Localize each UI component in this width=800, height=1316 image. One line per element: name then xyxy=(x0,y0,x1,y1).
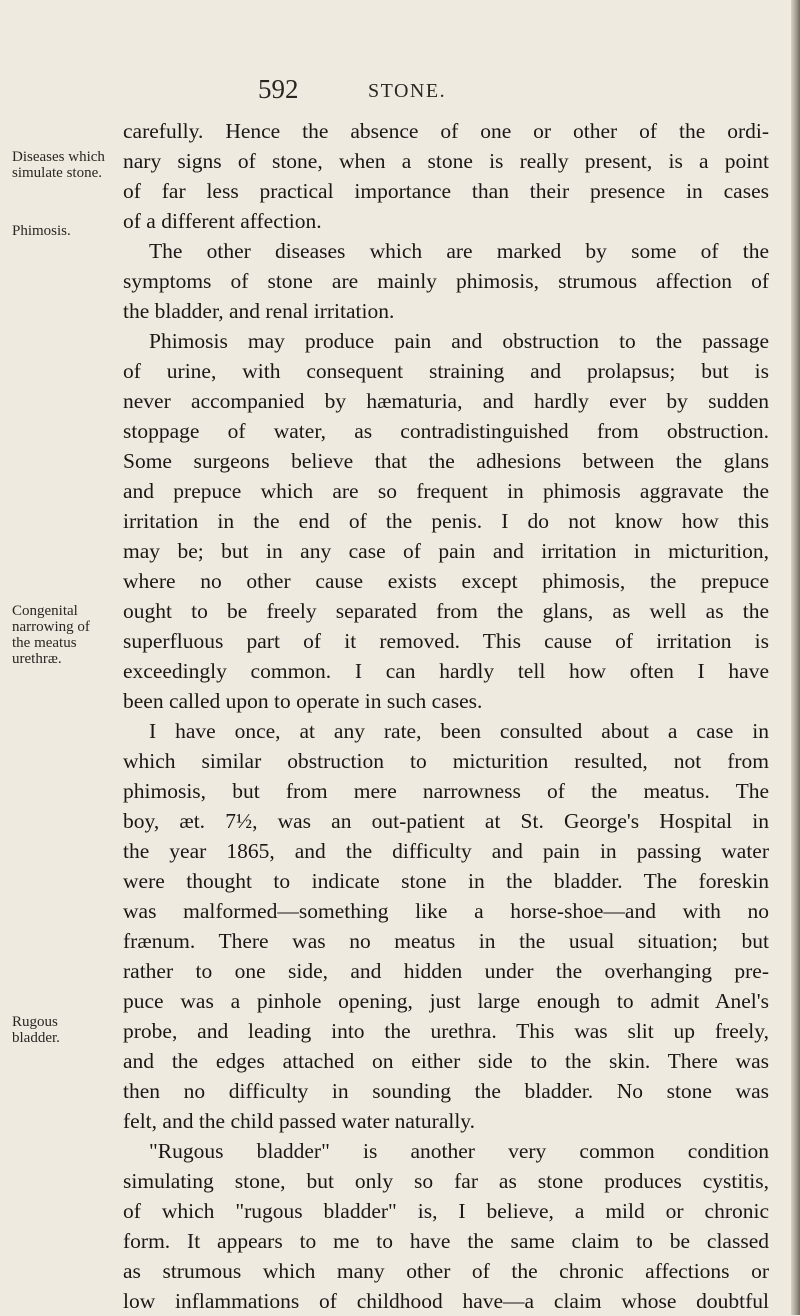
text-line: which similar obstruction to micturition resulted, not from xyxy=(123,749,769,773)
text-line: of far less practical importance than their presence in cases xyxy=(123,179,769,203)
margin-note-phimosis: Phimosis. xyxy=(12,223,71,239)
text-line: was malformed—something like a horse-shoe—and with no xyxy=(123,899,769,923)
margin-note-rugous: Rugous bladder. xyxy=(12,1014,60,1046)
text-line: ought to be freely separated from the glans, as well as the xyxy=(123,599,769,623)
text-line: phimosis, but from mere narrowness of the meatus. The xyxy=(123,779,769,803)
text-line: the bladder, and renal irritation. xyxy=(123,299,395,323)
text-line: may be; but in any case of pain and irritation in micturition, xyxy=(123,539,769,563)
text-line: nary signs of stone, when a stone is really present, is a point xyxy=(123,149,769,173)
text-line: simulating stone, but only so far as stone produces cystitis, xyxy=(123,1169,769,1193)
text-line: exceedingly common. I can hardly tell how often I have xyxy=(123,659,769,683)
text-line: symptoms of stone are mainly phimosis, strumous affection of xyxy=(123,269,769,293)
text-line: I have once, at any rate, been consulted about a case in xyxy=(149,719,769,743)
text-line: as strumous which many other of the chronic affections or xyxy=(123,1259,769,1283)
text-line: stoppage of water, as contradistinguished from obstruction. xyxy=(123,419,769,443)
page-number: 592 xyxy=(258,74,299,104)
margin-note-diseases: Diseases which simulate stone. xyxy=(12,149,105,181)
running-head: STONE. xyxy=(368,80,447,102)
text-line: frænum. There was no meatus in the usual situation; but xyxy=(123,929,769,953)
text-line: and the edges attached on either side to the skin. There was xyxy=(123,1049,769,1073)
page-edge xyxy=(791,0,800,1315)
text-line: low inflammations of childhood have—a claim whose doubtful xyxy=(123,1289,769,1313)
margin-note-congenital: Congenital narrowing of the meatus urethræ. xyxy=(12,603,90,667)
text-line: and prepuce which are so frequent in phimosis aggravate the xyxy=(123,479,769,503)
text-line: probe, and leading into the urethra. This was slit up freely, xyxy=(123,1019,769,1043)
text-line: of a different affection. xyxy=(123,209,322,233)
text-line: boy, æt. 7½, was an out-patient at St. George's Hospital in xyxy=(123,809,769,833)
text-line: carefully. Hence the absence of one or other of the ordi- xyxy=(123,119,769,143)
text-line: The other diseases which are marked by some of the xyxy=(149,239,769,263)
text-line: puce was a pinhole opening, just large enough to admit Anel's xyxy=(123,989,769,1013)
text-line: form. It appears to me to have the same claim to be classed xyxy=(123,1229,769,1253)
text-line: superfluous part of it removed. This cause of irritation is xyxy=(123,629,769,653)
text-line: Some surgeons believe that the adhesions between the glans xyxy=(123,449,769,473)
text-line: where no other cause exists except phimosis, the prepuce xyxy=(123,569,769,593)
text-line: of urine, with consequent straining and prolapsus; but is xyxy=(123,359,769,383)
text-line: "Rugous bladder" is another very common condition xyxy=(149,1139,769,1163)
text-line: been called upon to operate in such cases. xyxy=(123,689,483,713)
text-line: never accompanied by hæmaturia, and hardly ever by sudden xyxy=(123,389,769,413)
page-header xyxy=(0,74,800,104)
text-line: Phimosis may produce pain and obstruction to the passage xyxy=(149,329,769,353)
text-line: were thought to indicate stone in the bladder. The foreskin xyxy=(123,869,769,893)
text-line: irritation in the end of the penis. I do not know how this xyxy=(123,509,769,533)
text-line: the year 1865, and the difficulty and pain in passing water xyxy=(123,839,769,863)
text-line: then no difficulty in sounding the bladder. No stone was xyxy=(123,1079,769,1103)
text-line: felt, and the child passed water naturally. xyxy=(123,1109,476,1133)
text-line: rather to one side, and hidden under the overhanging pre- xyxy=(123,959,769,983)
text-line: of which "rugous bladder" is, I believe, a mild or chronic xyxy=(123,1199,769,1223)
